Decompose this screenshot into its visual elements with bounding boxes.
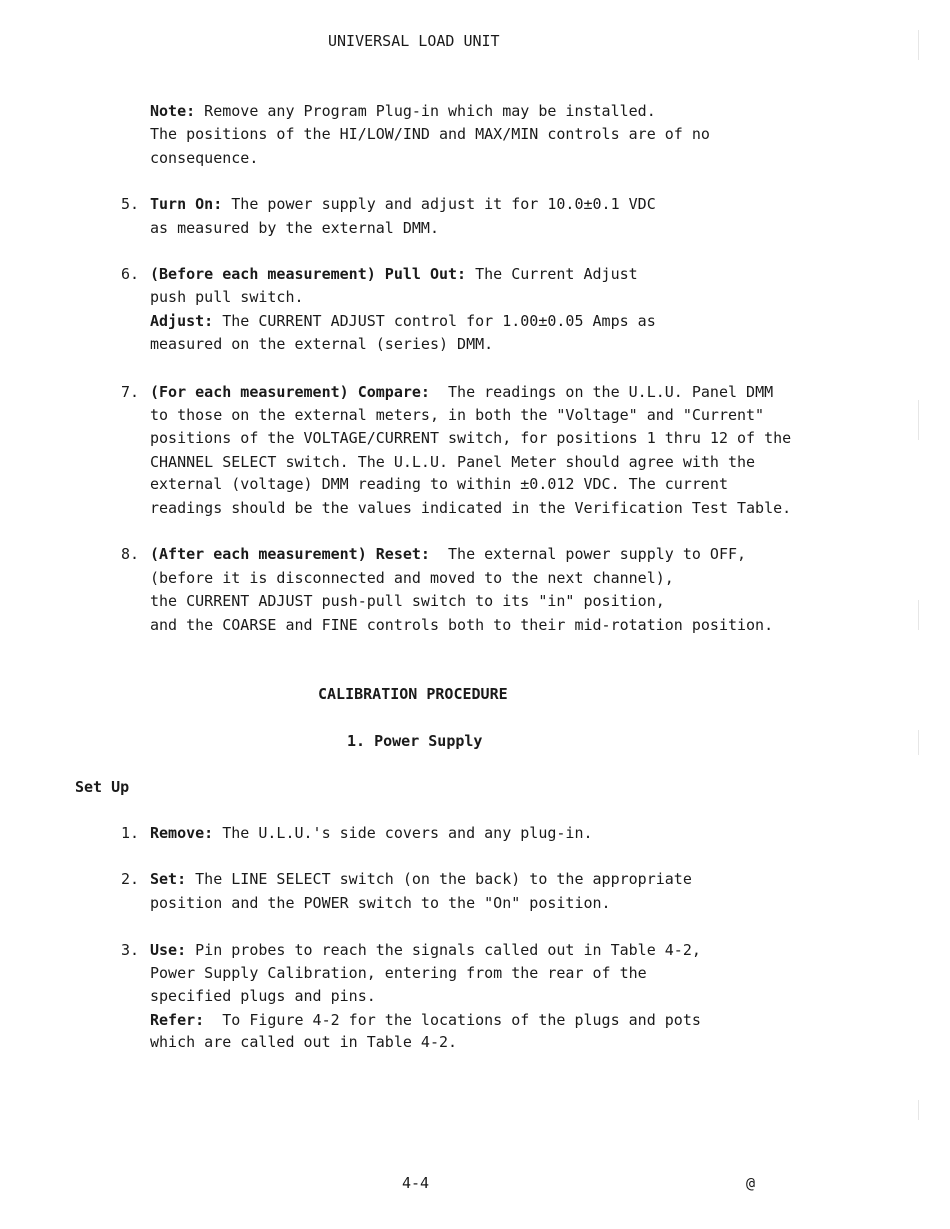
setup-step-3-line-1 xyxy=(150,940,701,960)
setup-step-3-line-5: which are called out in Table 4-2. xyxy=(150,1033,458,1051)
step-8-number: 8. xyxy=(121,545,140,563)
scan-edge-mark xyxy=(918,400,919,440)
step-6-adjust-text: The CURRENT ADJUST control for 1.00±0.05 Amps as xyxy=(213,312,656,330)
step-8-line-2: (before it is disconnected and moved to the next channel), xyxy=(150,569,674,587)
setup-step-2-text: The LINE SELECT switch (on the back) to the appropriate xyxy=(186,870,692,888)
setup-step-1-number: 1. xyxy=(121,824,140,842)
note-label: Note: xyxy=(150,102,196,120)
step-5-label: Turn On: xyxy=(150,195,223,213)
step-7-line-2: to those on the external meters, in both the "Voltage" and "Current" xyxy=(150,406,765,424)
note-line-1 xyxy=(150,101,656,121)
step-7-line-6: readings should be the values indicated in the Verification Test Table. xyxy=(150,499,792,517)
step-8-text: The external power supply to OFF, xyxy=(429,545,747,563)
setup-step-3-refer-text: To Figure 4-2 for the locations of the plugs and pots xyxy=(204,1011,701,1029)
setup-step-1-line-1 xyxy=(150,823,593,843)
scan-edge-mark xyxy=(918,1100,919,1120)
step-5-number: 5. xyxy=(121,195,140,213)
setup-step-2-line-1 xyxy=(150,869,692,889)
page-header-title: UNIVERSAL LOAD UNIT xyxy=(328,32,500,50)
step-5-text: The power supply and adjust it for 10.0±0.1 VDC xyxy=(222,195,656,213)
setup-heading: Set Up xyxy=(75,778,130,796)
page-number: 4-4 xyxy=(402,1174,430,1192)
step-6-label: (Before each measurement) Pull Out: xyxy=(150,265,467,283)
step-6-line-2: push pull switch. xyxy=(150,288,304,306)
step-7-line-1 xyxy=(150,382,773,402)
step-8-line-3: the CURRENT ADJUST push-pull switch to its "in" position, xyxy=(150,592,665,610)
step-7-text: The readings on the U.L.U. Panel DMM xyxy=(429,383,774,401)
setup-step-3-line-3: specified plugs and pins. xyxy=(150,987,376,1005)
note-text: Remove any Program Plug-in which may be installed. xyxy=(195,102,656,120)
step-8-line-4: and the COARSE and FINE controls both to their mid-rotation position. xyxy=(150,616,774,634)
setup-step-3-line-4 xyxy=(150,1010,701,1030)
setup-step-3-refer-label: Refer: xyxy=(150,1011,205,1029)
step-6-number: 6. xyxy=(121,265,140,283)
step-7-line-4: CHANNEL SELECT switch. The U.L.U. Panel Meter should agree with the xyxy=(150,453,756,471)
setup-step-1-label: Remove: xyxy=(150,824,214,842)
setup-step-2-number: 2. xyxy=(121,870,140,888)
calibration-heading: CALIBRATION PROCEDURE xyxy=(318,685,508,703)
step-6-line-3 xyxy=(150,311,656,331)
setup-step-3-line-2: Power Supply Calibration, entering from the rear of the xyxy=(150,964,647,982)
setup-step-3-text: Pin probes to reach the signals called out in Table 4-2, xyxy=(186,941,701,959)
step-7-line-5: external (voltage) DMM reading to within ±0.012 VDC. The current xyxy=(150,475,728,493)
step-6-line-4: measured on the external (series) DMM. xyxy=(150,335,494,353)
step-5-line-2: as measured by the external DMM. xyxy=(150,219,439,237)
step-5-line-1 xyxy=(150,194,656,214)
step-7-number: 7. xyxy=(121,383,140,401)
step-6-line-1 xyxy=(150,264,638,284)
setup-step-1-text: The U.L.U.'s side covers and any plug-in. xyxy=(213,824,593,842)
scan-edge-mark xyxy=(918,30,919,60)
setup-step-2-line-2: position and the POWER switch to the "On" position. xyxy=(150,894,611,912)
step-6-adjust-label: Adjust: xyxy=(150,312,214,330)
step-7-label: (For each measurement) Compare: xyxy=(150,383,430,401)
scan-edge-mark xyxy=(918,730,919,755)
footer-mark: @ xyxy=(746,1174,756,1192)
note-line-3: consequence. xyxy=(150,149,259,167)
step-8-label: (After each measurement) Reset: xyxy=(150,545,430,563)
note-line-2: The positions of the HI/LOW/IND and MAX/MIN controls are of no xyxy=(150,125,710,143)
scan-edge-mark xyxy=(918,600,919,630)
power-supply-subheading: 1. Power Supply xyxy=(347,732,483,750)
step-8-line-1 xyxy=(150,544,746,564)
step-6-text: The Current Adjust xyxy=(466,265,638,283)
setup-step-3-label: Use: xyxy=(150,941,187,959)
setup-step-2-label: Set: xyxy=(150,870,187,888)
setup-step-3-number: 3. xyxy=(121,941,140,959)
step-7-line-3: positions of the VOLTAGE/CURRENT switch, for positions 1 thru 12 of the xyxy=(150,429,792,447)
